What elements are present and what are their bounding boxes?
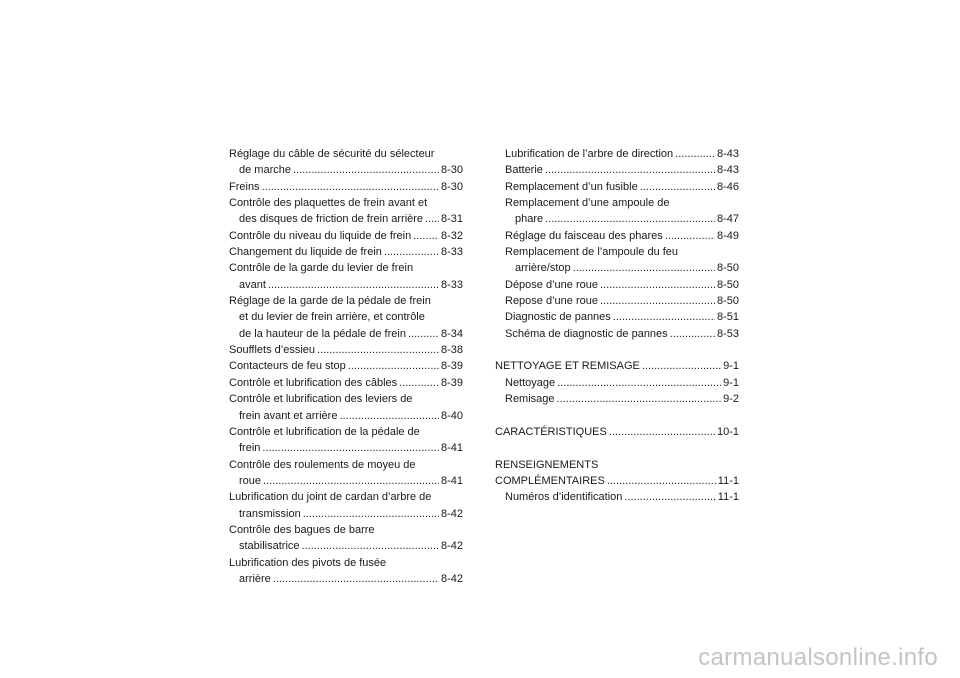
toc-entry[interactable]: [229, 326, 463, 342]
toc-entry-page: 8-38: [440, 344, 463, 357]
toc-entry-page: 9-1: [723, 376, 739, 389]
dot-leader: [545, 211, 715, 227]
dot-leader: [303, 506, 439, 522]
toc-entry[interactable]: [495, 375, 739, 391]
toc-entry-title: stabilisatrice: [239, 540, 300, 553]
toc-entry-page: 8-30: [440, 164, 463, 177]
dot-leader: [607, 473, 716, 489]
toc-entry-title: Remplacement d’une ampoule de: [505, 197, 670, 210]
toc-entry-page: 8-42: [440, 572, 463, 585]
toc-entry[interactable]: [229, 375, 463, 391]
dot-leader: [640, 179, 715, 195]
toc-entry-page: 8-30: [440, 180, 463, 193]
dot-leader: [670, 326, 715, 342]
dot-leader: [600, 277, 715, 293]
dot-leader: [399, 375, 439, 391]
toc-entry-title: Lubrification de l’arbre de direction: [505, 148, 674, 160]
toc-entry-page: 10-1: [716, 425, 739, 438]
toc-entry[interactable]: [495, 179, 739, 195]
toc-entry[interactable]: [229, 293, 463, 309]
toc-right-column: [495, 146, 739, 506]
toc-entry-title: Contrôle des plaquettes de frein avant et: [229, 197, 428, 210]
toc-entry-page: 8-43: [716, 148, 739, 160]
toc-entry-page: 8-33: [440, 246, 463, 259]
toc-entry-page: 8-42: [440, 540, 463, 553]
toc-entry[interactable]: [229, 473, 463, 489]
toc-entry-title: Lubrification du joint de cardan d’arbre de: [229, 491, 432, 504]
toc-entry-title: Contrôle et lubrification des câbles: [229, 376, 398, 389]
dot-leader: [293, 162, 439, 178]
toc-entry-title: phare: [515, 213, 544, 226]
toc-entry[interactable]: [229, 391, 463, 407]
toc-entry-page: 8-46: [716, 180, 739, 193]
toc-entry-title: frein avant et arrière: [239, 409, 338, 422]
toc-entry[interactable]: [229, 211, 463, 227]
toc-spacer: [495, 342, 739, 358]
toc-entry-title: Freins: [229, 180, 260, 193]
dot-leader: [624, 489, 715, 505]
toc-entry-page: 8-41: [440, 442, 463, 455]
toc-entry[interactable]: [495, 162, 739, 178]
toc-entry[interactable]: [229, 555, 463, 571]
dot-leader: [348, 358, 439, 374]
toc-entry[interactable]: [229, 195, 463, 211]
toc-entry-page: 8-50: [716, 295, 739, 308]
toc-entry-page: 8-41: [440, 474, 463, 487]
toc-entry-title: Contrôle et lubrification des leviers de: [229, 393, 413, 406]
toc-entry-title: Contrôle des roulements de moyeu de: [229, 458, 416, 471]
toc-entry-page: 8-43: [716, 164, 739, 177]
toc-entry[interactable]: [229, 424, 463, 440]
toc-entry[interactable]: [229, 457, 463, 473]
toc-entry[interactable]: [495, 457, 739, 473]
toc-entry-title: Lubrification des pivots de fusée: [229, 556, 387, 569]
dot-leader: [262, 179, 439, 195]
dot-leader: [263, 473, 439, 489]
toc-entry[interactable]: [229, 408, 463, 424]
toc-entry[interactable]: [229, 228, 463, 244]
toc-entry[interactable]: [495, 277, 739, 293]
toc-entry[interactable]: [495, 228, 739, 244]
toc-spacer: [495, 440, 739, 456]
toc-entry[interactable]: [229, 538, 463, 554]
toc-entry-title: CARACTÉRISTIQUES: [495, 425, 607, 438]
dot-leader: [609, 424, 715, 440]
toc-entry[interactable]: [229, 440, 463, 456]
toc-entry[interactable]: [229, 506, 463, 522]
toc-entry-title: Contrôle et lubrification de la pédale de: [229, 425, 420, 438]
toc-entry[interactable]: [229, 309, 463, 325]
toc-entry-title: Réglage de la garde de la pédale de frein: [229, 295, 431, 308]
toc-entry-title: Contrôle de la garde du levier de frein: [229, 262, 414, 275]
toc-entry-title: Schéma de diagnostic de pannes: [505, 327, 668, 340]
toc-entry[interactable]: [495, 473, 739, 489]
toc-entry[interactable]: [229, 571, 463, 587]
toc-entry-title: et du levier de frein arrière, et contrôle: [239, 311, 425, 324]
toc-entry-title: Remplacement de l’ampoule du feu: [505, 246, 679, 259]
dot-leader: [573, 260, 715, 276]
toc-entry-title: de la hauteur de la pédale de frein: [239, 327, 406, 340]
toc-entry[interactable]: [495, 489, 739, 505]
dot-leader: [317, 342, 439, 358]
dot-leader: [262, 440, 439, 456]
toc-entry-title: avant: [239, 278, 266, 291]
toc-entry[interactable]: [495, 309, 739, 325]
dot-leader: [557, 391, 722, 407]
toc-entry[interactable]: [229, 260, 463, 276]
toc-entry-title: Contrôle des bagues de barre: [229, 523, 375, 536]
toc-entry-page: 8-39: [440, 360, 463, 373]
toc-entry-title: Batterie: [505, 164, 543, 177]
toc-entry-page: 9-2: [723, 393, 739, 406]
dot-leader: [302, 538, 439, 554]
toc-entry[interactable]: [495, 358, 739, 374]
toc-entry[interactable]: [495, 391, 739, 407]
toc-entry-title: Remplacement d’un fusible: [505, 180, 638, 193]
toc-entry-title: transmission: [239, 507, 301, 520]
toc-left-column: [229, 146, 463, 587]
toc-entry-title: Remisage: [505, 393, 555, 406]
toc-entry[interactable]: [229, 179, 463, 195]
toc-entry-title: Diagnostic de pannes: [505, 311, 611, 324]
toc-entry-page: 8-50: [716, 278, 739, 291]
toc-entry-page: 11-1: [717, 491, 739, 504]
dot-leader: [339, 408, 439, 424]
toc-entry[interactable]: [495, 424, 739, 440]
toc-entry[interactable]: [229, 522, 463, 538]
dot-leader: [384, 244, 439, 260]
toc-entry-page: 8-32: [440, 229, 463, 242]
toc-entry-page: 8-49: [716, 229, 739, 242]
dot-leader: [408, 326, 439, 342]
toc-entry[interactable]: [229, 244, 463, 260]
dot-leader: [642, 358, 721, 374]
dot-leader: [273, 571, 439, 587]
toc-entry-title: arrière/stop: [515, 262, 571, 275]
toc-entry-title: Dépose d’une roue: [505, 278, 598, 291]
toc-spacer: [495, 408, 739, 424]
toc-entry-title: Changement du liquide de frein: [229, 246, 382, 259]
toc-entry[interactable]: [229, 358, 463, 374]
toc-entry[interactable]: [495, 326, 739, 342]
toc-entry-title: de marche: [239, 164, 291, 177]
toc-entry-title: Soufflets d’essieu: [229, 344, 316, 357]
toc-entry-page: 8-50: [716, 262, 739, 275]
toc-entry[interactable]: [495, 293, 739, 309]
toc-entry-page: 8-33: [440, 278, 463, 291]
toc-entry-title: roue: [239, 474, 262, 487]
watermark: carmanualsonline.info: [698, 644, 938, 671]
toc-entry[interactable]: [229, 342, 463, 358]
toc-entry[interactable]: [495, 146, 739, 162]
dot-leader: [613, 309, 715, 325]
dot-leader: [557, 375, 721, 391]
toc-entry-page: 8-53: [716, 327, 739, 340]
dot-leader: [600, 293, 715, 309]
dot-leader: [675, 146, 715, 162]
toc-entry-title: Contacteurs de feu stop: [229, 360, 346, 373]
toc-entry-title: RENSEIGNEMENTS: [495, 458, 599, 471]
toc-entry-page: 9-1: [723, 360, 739, 373]
toc-entry-page: 8-40: [440, 409, 463, 422]
toc-entry-title: des disques de friction de frein arrière: [239, 213, 424, 226]
toc-entry-page: 8-42: [440, 507, 463, 520]
toc-entry-page: 11-1: [717, 474, 739, 487]
toc-entry[interactable]: [229, 162, 463, 178]
toc-entry[interactable]: [229, 489, 463, 505]
toc-entry-page: 8-47: [716, 213, 739, 226]
toc-entry-title: Réglage du câble de sécurité du sélecteur: [229, 148, 435, 160]
toc-entry-title: arrière: [239, 572, 271, 585]
toc-entry[interactable]: [495, 195, 739, 211]
toc-entry-title: frein: [239, 442, 261, 455]
toc-entry[interactable]: [229, 146, 463, 162]
toc-entry-title: Numéros d’identification: [505, 491, 623, 504]
toc-entry[interactable]: [229, 277, 463, 293]
dot-leader: [665, 228, 715, 244]
dot-leader: [268, 277, 439, 293]
toc-entry-page: 8-39: [440, 376, 463, 389]
dot-leader: [545, 162, 715, 178]
toc-entry-title: COMPLÉMENTAIRES: [495, 474, 605, 487]
toc-entry-page: 8-31: [440, 213, 463, 226]
toc-entry-title: NETTOYAGE ET REMISAGE: [495, 360, 640, 373]
dot-leader: [425, 211, 439, 227]
dot-leader: [413, 228, 439, 244]
toc-entry-page: 8-51: [716, 311, 739, 324]
toc-entry[interactable]: [495, 211, 739, 227]
toc-entry[interactable]: [495, 244, 739, 260]
toc-entry-title: Contrôle du niveau du liquide de frein: [229, 229, 412, 242]
toc-entry-title: Repose d’une roue: [505, 295, 598, 308]
toc-entry[interactable]: [495, 260, 739, 276]
toc-entry-title: Nettoyage: [505, 376, 556, 389]
toc-entry-page: 8-34: [440, 327, 463, 340]
toc-entry-title: Réglage du faisceau des phares: [505, 229, 663, 242]
